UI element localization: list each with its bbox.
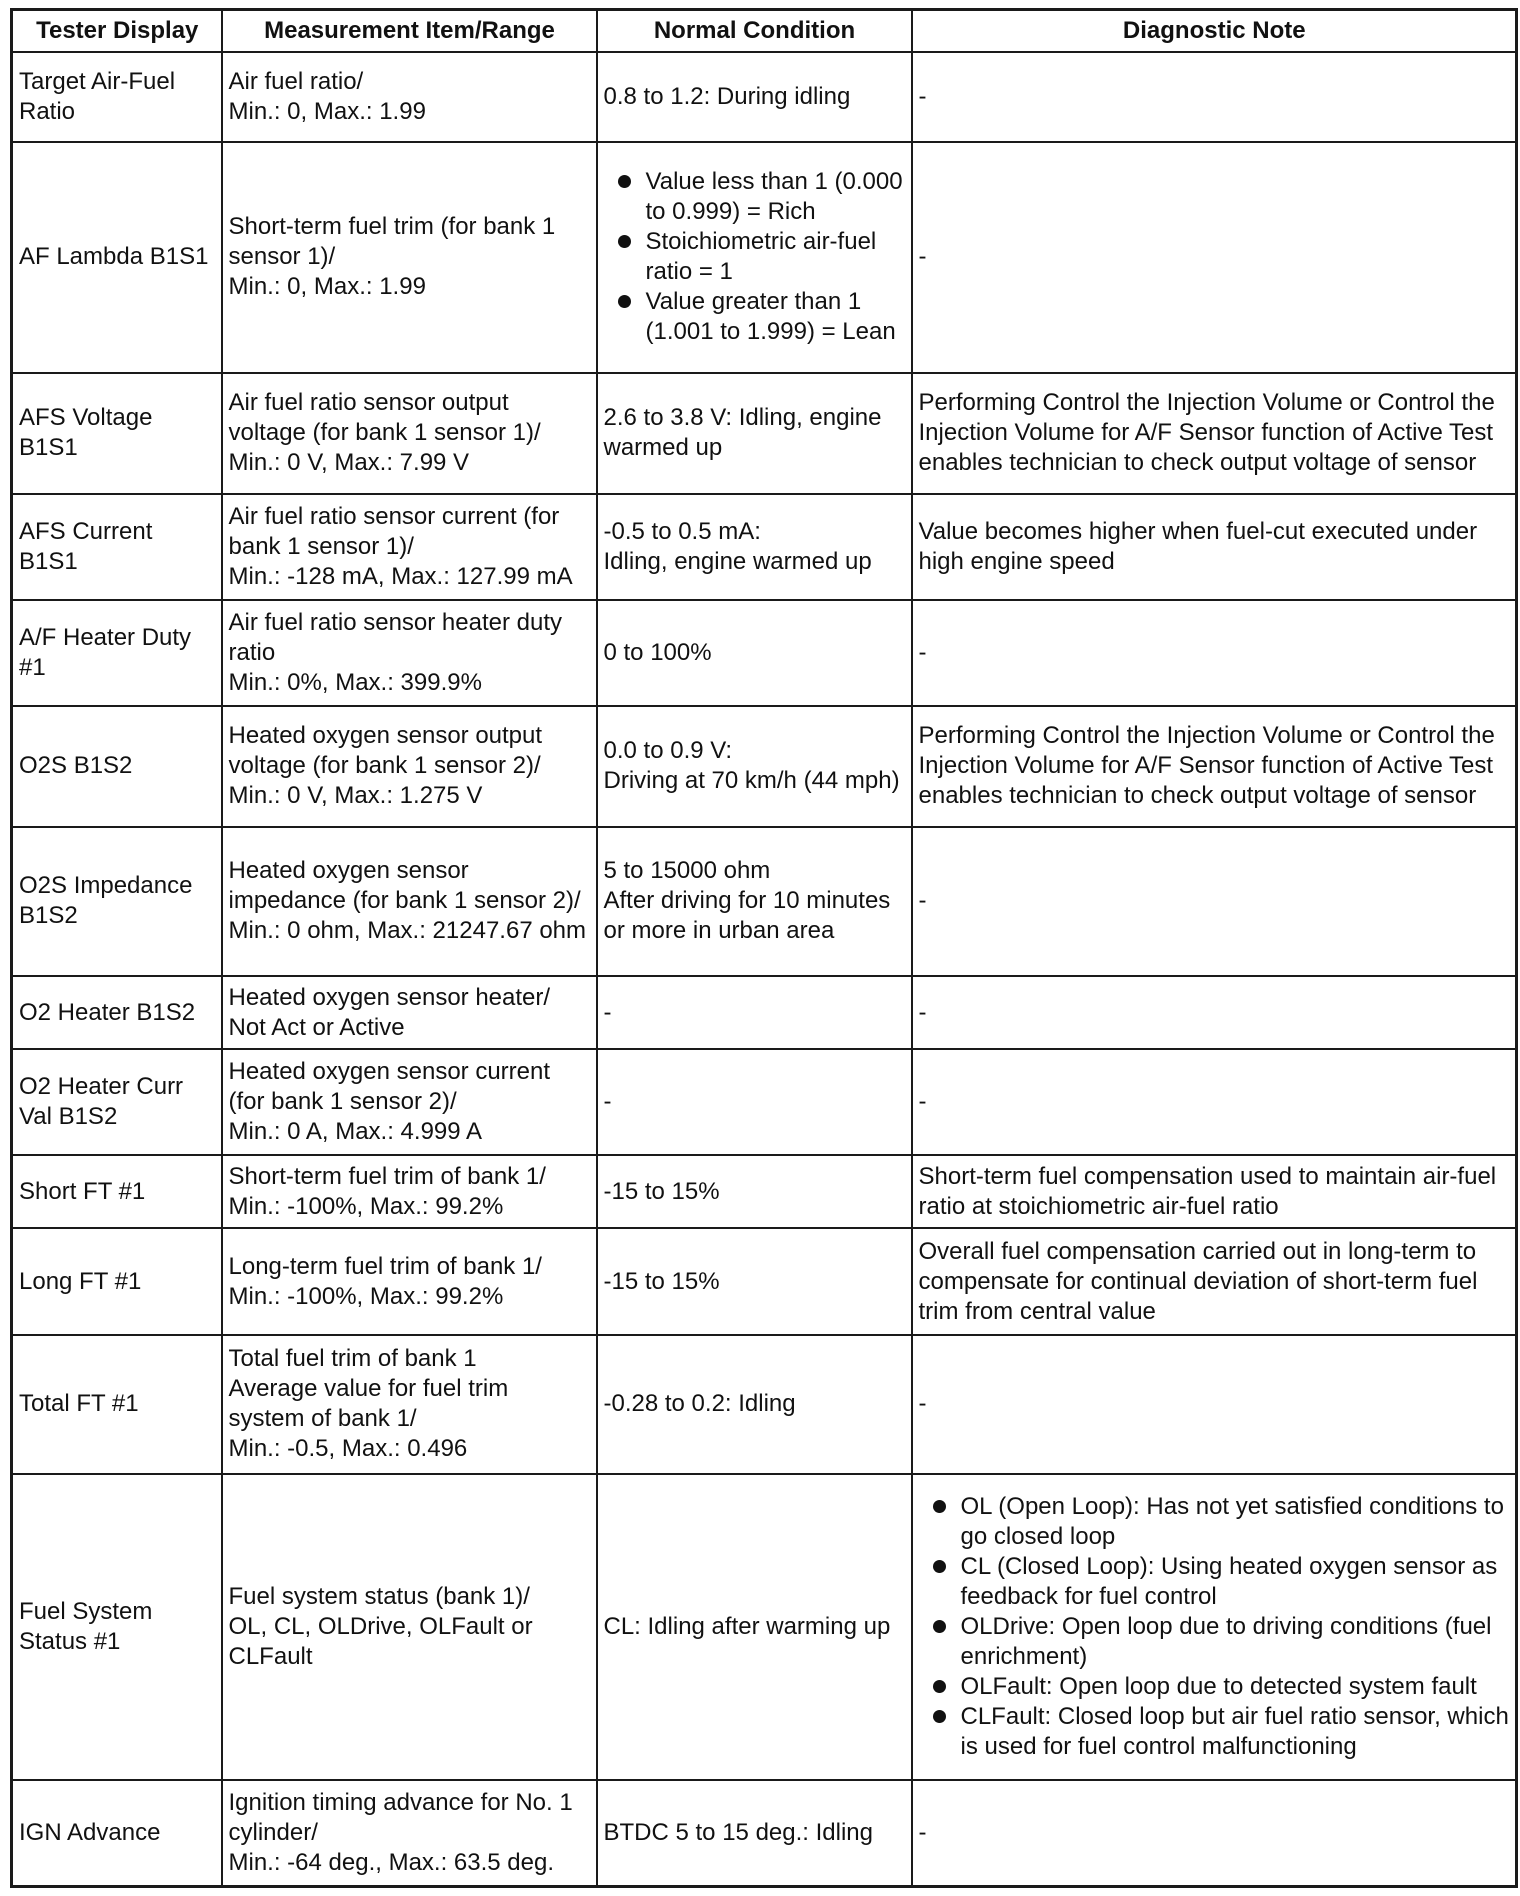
cell-line: OL, CL, OLDrive, OLFault or CLFault	[228, 1612, 533, 1670]
cell-normal-condition	[597, 976, 912, 1049]
cell-measurement	[222, 1049, 597, 1155]
cell-line: 0 to 100%	[603, 638, 712, 666]
cell-normal-condition	[597, 1335, 912, 1474]
cell-line: -	[918, 82, 927, 110]
header-measurement: Measurement Item/Range	[222, 10, 597, 53]
cell-tester-display: AFS Voltage B1S1	[12, 373, 222, 494]
bullet-text: Stoichiometric air-fuel ratio = 1	[645, 228, 877, 286]
bullet-dot-icon	[933, 1500, 946, 1513]
table-row	[12, 1474, 1517, 1779]
cell-tester-display: Total FT #1	[12, 1335, 222, 1474]
cell-diagnostic-note	[912, 976, 1517, 1049]
cell-line: Heated oxygen sensor current (for bank 1 sensor 2)/	[228, 1058, 551, 1116]
cell-line: Short-term fuel trim (for bank 1 sensor 1)/	[228, 213, 556, 271]
cell-line: 5 to 15000 ohm	[603, 857, 771, 885]
header-diagnostic-note: Diagnostic Note	[912, 10, 1517, 53]
table-row	[12, 827, 1517, 976]
cell-normal-condition	[597, 600, 912, 706]
bullet-item	[919, 1552, 1511, 1612]
cell-normal-condition	[597, 1474, 912, 1779]
cell-line: After driving for 10 minutes or more in urban area	[603, 887, 891, 945]
cell-line: Min.: -128 mA, Max.: 127.99 mA	[228, 562, 573, 590]
cell-line: -0.5 to 0.5 mA:	[603, 517, 761, 545]
cell-normal-condition	[597, 142, 912, 373]
bullet-item	[919, 1612, 1511, 1672]
cell-measurement	[222, 142, 597, 373]
bullet-item	[604, 167, 906, 227]
cell-diagnostic-note	[912, 373, 1517, 494]
cell-measurement	[222, 1228, 597, 1334]
bullet-list	[604, 167, 906, 347]
bullet-list	[919, 1492, 1511, 1762]
cell-diagnostic-note	[912, 1049, 1517, 1155]
cell-measurement	[222, 373, 597, 494]
cell-normal-condition	[597, 1228, 912, 1334]
bullet-text: CL (Closed Loop): Using heated oxygen sensor as feedback for fuel control	[960, 1552, 1498, 1610]
cell-line: Min.: -0.5, Max.: 0.496	[228, 1435, 468, 1463]
cell-normal-condition	[597, 1780, 912, 1887]
cell-diagnostic-note	[912, 1474, 1517, 1779]
cell-line: Min.: -64 deg., Max.: 63.5 deg.	[228, 1848, 555, 1876]
table-row	[12, 1335, 1517, 1474]
cell-line: -	[918, 243, 927, 271]
cell-normal-condition	[597, 827, 912, 976]
header-normal-condition: Normal Condition	[597, 10, 912, 53]
cell-line: Heated oxygen sensor output voltage (for bank 1 sensor 2)/	[228, 722, 543, 780]
tester-data-table	[10, 8, 1518, 1888]
bullet-item	[919, 1492, 1511, 1552]
cell-measurement	[222, 1474, 597, 1779]
cell-line: Air fuel ratio/	[228, 67, 364, 95]
cell-line: Heated oxygen sensor heater/	[228, 983, 551, 1011]
cell-line: Min.: 0 V, Max.: 1.275 V	[228, 782, 483, 810]
cell-diagnostic-note	[912, 1228, 1517, 1334]
cell-line: Min.: -100%, Max.: 99.2%	[228, 1192, 504, 1220]
table-body	[12, 52, 1517, 1887]
cell-diagnostic-note	[912, 1335, 1517, 1474]
table-row	[12, 142, 1517, 373]
cell-diagnostic-note	[912, 142, 1517, 373]
cell-tester-display: O2 Heater Curr Val B1S2	[12, 1049, 222, 1155]
bullet-item	[919, 1702, 1511, 1762]
cell-line: Value becomes higher when fuel-cut executed under high engine speed	[918, 517, 1478, 575]
cell-measurement	[222, 1335, 597, 1474]
cell-line: Heated oxygen sensor impedance (for bank 1 sensor 2)/	[228, 857, 581, 915]
cell-line: BTDC 5 to 15 deg.: Idling	[603, 1818, 873, 1846]
cell-line: Min.: 0 V, Max.: 7.99 V	[228, 449, 470, 477]
table-row	[12, 1780, 1517, 1887]
cell-line: Min.: 0 A, Max.: 4.999 A	[228, 1118, 482, 1146]
bullet-text: Value greater than 1 (1.001 to 1.999) = Lean	[645, 288, 896, 346]
cell-line: -	[918, 638, 927, 666]
table-row	[12, 52, 1517, 142]
bullet-text: CLFault: Closed loop but air fuel ratio sensor, which is used for fuel control malfunctioning	[960, 1702, 1509, 1760]
cell-line: Fuel system status (bank 1)/	[228, 1582, 530, 1610]
cell-line: Short-term fuel compensation used to maintain air-fuel ratio at stoichiometric air-fuel ratio	[918, 1162, 1497, 1220]
cell-normal-condition	[597, 52, 912, 142]
data-list-sheet	[10, 8, 1515, 1888]
cell-tester-display: IGN Advance	[12, 1780, 222, 1887]
bullet-text: OLDrive: Open loop due to driving conditions (fuel enrichment)	[960, 1612, 1492, 1670]
cell-line: -	[918, 887, 927, 915]
cell-measurement	[222, 976, 597, 1049]
table-row	[12, 1155, 1517, 1228]
cell-line: Long-term fuel trim of bank 1/	[228, 1252, 542, 1280]
cell-measurement	[222, 706, 597, 827]
cell-line: -	[918, 1818, 927, 1846]
cell-line: Performing Control the Injection Volume or Control the Injection Volume for A/F Sensor function of Active Test enables technician to check output voltage of sensor	[918, 722, 1495, 810]
cell-line: Not Act or Active	[228, 1013, 405, 1041]
bullet-dot-icon	[933, 1620, 946, 1633]
cell-line: 0.0 to 0.9 V:	[603, 737, 733, 765]
bullet-dot-icon	[933, 1710, 946, 1723]
cell-line: Min.: -100%, Max.: 99.2%	[228, 1282, 504, 1310]
cell-line: 0.8 to 1.2: During idling	[603, 82, 851, 110]
bullet-dot-icon	[933, 1560, 946, 1573]
header-tester-display: Tester Display	[12, 10, 222, 53]
cell-normal-condition	[597, 1155, 912, 1228]
cell-line: Min.: 0%, Max.: 399.9%	[228, 668, 482, 696]
cell-diagnostic-note	[912, 494, 1517, 600]
cell-normal-condition	[597, 373, 912, 494]
cell-line: -	[603, 1088, 612, 1116]
cell-diagnostic-note	[912, 1780, 1517, 1887]
cell-line: 2.6 to 3.8 V: Idling, engine warmed up	[603, 404, 882, 462]
table-row	[12, 1228, 1517, 1334]
cell-line: Overall fuel compensation carried out in long-term to compensate for continual deviation of short-term fuel trim from central value	[918, 1237, 1478, 1325]
table-row	[12, 1049, 1517, 1155]
cell-line: -	[603, 998, 612, 1026]
cell-line: -0.28 to 0.2: Idling	[603, 1390, 796, 1418]
cell-diagnostic-note	[912, 600, 1517, 706]
cell-line: Min.: 0, Max.: 1.99	[228, 97, 426, 125]
cell-tester-display: Long FT #1	[12, 1228, 222, 1334]
cell-diagnostic-note	[912, 1155, 1517, 1228]
table-row	[12, 494, 1517, 600]
cell-line: Air fuel ratio sensor heater duty ratio	[228, 608, 563, 666]
table-row	[12, 373, 1517, 494]
cell-tester-display: A/F Heater Duty #1	[12, 600, 222, 706]
bullet-dot-icon	[618, 295, 631, 308]
cell-tester-display: Target Air-Fuel Ratio	[12, 52, 222, 142]
cell-measurement	[222, 1780, 597, 1887]
bullet-item	[919, 1672, 1511, 1702]
cell-line: Average value for fuel trim system of bank 1/	[228, 1375, 509, 1433]
cell-line: -15 to 15%	[603, 1177, 720, 1205]
bullet-dot-icon	[618, 235, 631, 248]
cell-line: Idling, engine warmed up	[603, 547, 872, 575]
bullet-text: Value less than 1 (0.000 to 0.999) = Rich	[645, 168, 903, 226]
cell-line: Air fuel ratio sensor current (for bank 1 sensor 1)/	[228, 502, 560, 560]
cell-tester-display: Short FT #1	[12, 1155, 222, 1228]
cell-diagnostic-note	[912, 706, 1517, 827]
bullet-dot-icon	[618, 175, 631, 188]
cell-line: Air fuel ratio sensor output voltage (for bank 1 sensor 1)/	[228, 389, 541, 447]
cell-tester-display: O2S Impedance B1S2	[12, 827, 222, 976]
cell-line: CL: Idling after warming up	[603, 1612, 891, 1640]
header-row	[12, 10, 1517, 53]
bullet-item	[604, 227, 906, 287]
cell-line: Ignition timing advance for No. 1 cylinder/	[228, 1788, 573, 1846]
cell-line: Min.: 0, Max.: 1.99	[228, 273, 426, 301]
bullet-dot-icon	[933, 1680, 946, 1693]
cell-tester-display: Fuel System Status #1	[12, 1474, 222, 1779]
cell-line: -	[918, 998, 927, 1026]
cell-line: -15 to 15%	[603, 1267, 720, 1295]
bullet-text: OLFault: Open loop due to detected system fault	[960, 1672, 1477, 1700]
cell-measurement	[222, 52, 597, 142]
cell-line: Driving at 70 km/h (44 mph)	[603, 767, 900, 795]
cell-normal-condition	[597, 706, 912, 827]
cell-tester-display: O2 Heater B1S2	[12, 976, 222, 1049]
cell-tester-display: AFS Current B1S1	[12, 494, 222, 600]
cell-line: Total fuel trim of bank 1	[228, 1345, 477, 1373]
table-row	[12, 976, 1517, 1049]
cell-tester-display: AF Lambda B1S1	[12, 142, 222, 373]
cell-line: Min.: 0 ohm, Max.: 21247.67 ohm	[228, 917, 587, 945]
table-row	[12, 706, 1517, 827]
cell-diagnostic-note	[912, 52, 1517, 142]
cell-line: Short-term fuel trim of bank 1/	[228, 1162, 546, 1190]
bullet-item	[604, 287, 906, 347]
cell-normal-condition	[597, 494, 912, 600]
cell-line: -	[918, 1390, 927, 1418]
cell-normal-condition	[597, 1049, 912, 1155]
cell-measurement	[222, 1155, 597, 1228]
bullet-text: OL (Open Loop): Has not yet satisfied conditions to go closed loop	[960, 1492, 1504, 1550]
cell-measurement	[222, 600, 597, 706]
table-row	[12, 600, 1517, 706]
cell-measurement	[222, 494, 597, 600]
cell-measurement	[222, 827, 597, 976]
cell-diagnostic-note	[912, 827, 1517, 976]
cell-line: Performing Control the Injection Volume or Control the Injection Volume for A/F Sensor function of Active Test enables technician to check output voltage of sensor	[918, 389, 1495, 477]
cell-tester-display: O2S B1S2	[12, 706, 222, 827]
cell-line: -	[918, 1088, 927, 1116]
